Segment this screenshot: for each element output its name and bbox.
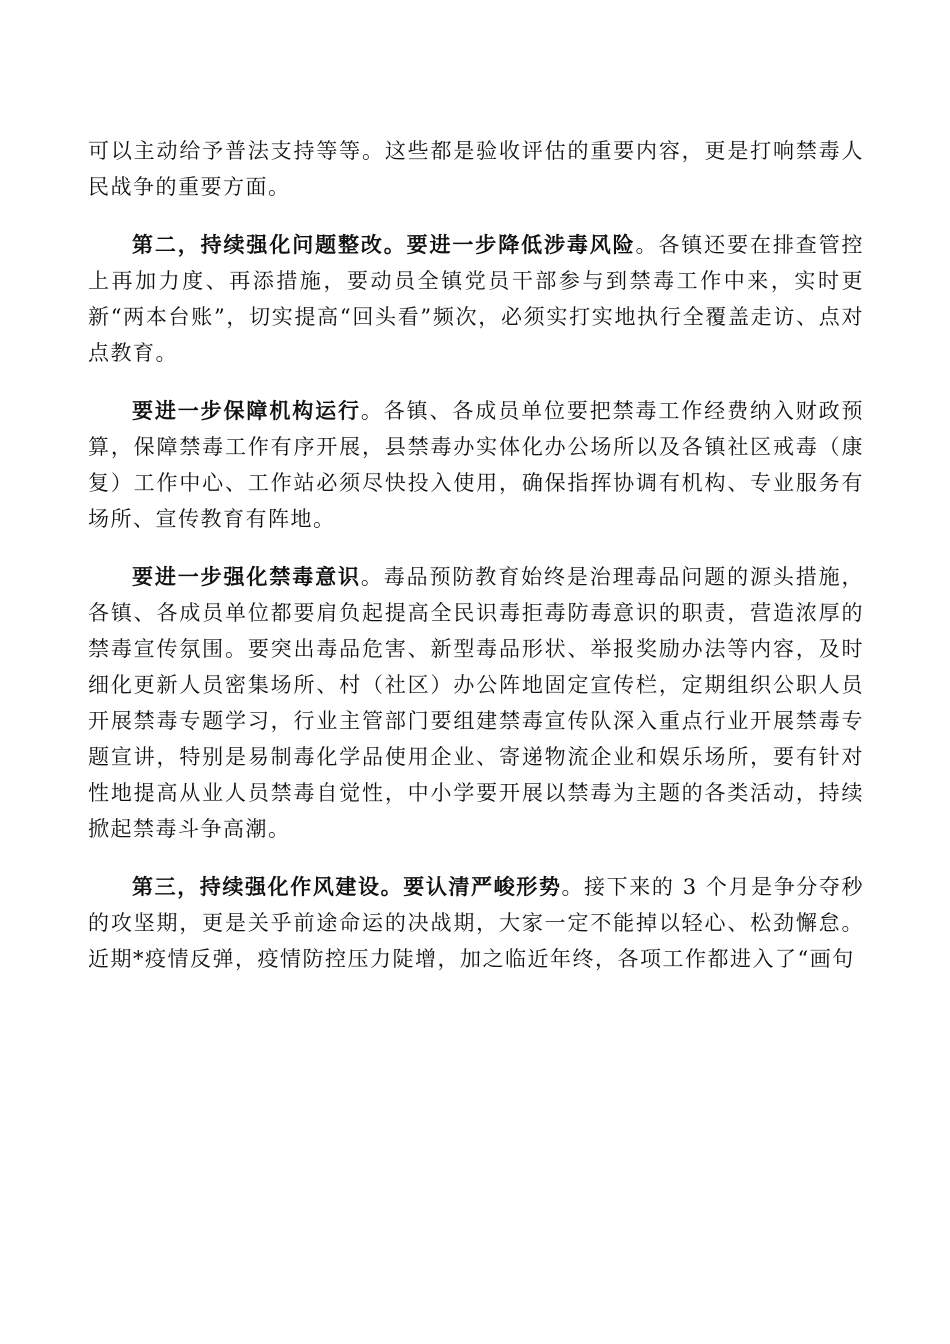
paragraph-4 [88, 559, 864, 847]
paragraph-2-heading: 第二，持续强化问题整改。要进一步降低涉毒风险 [132, 232, 636, 257]
paragraph-2-text: 。各镇还要在排查管控上再加力度、再添措施，要动员全镇党员干部参与到禁毒工作中来，实时更新“两本台账”，切实提高“回头看”频次，必须实打实地执行全覆盖走访、点对点教育。 [88, 233, 864, 365]
paragraph-3-text: 。各镇、各成员单位要把禁毒工作经费纳入财政预算，保障禁毒工作有序开展，县禁毒办实体化办公场所以及各镇社区戒毒（康复）工作中心、工作站必须尽快投入使用，确保指挥协调有机构、专业服务有场所、宣传教育有阵地。 [88, 399, 865, 531]
paragraph-1 [88, 133, 864, 205]
paragraph-1-text: 可以主动给予普法支持等等。这些都是验收评估的重要内容，更是打响禁毒人民战争的重要方面。 [88, 139, 864, 199]
paragraph-3 [88, 393, 864, 537]
paragraph-2 [88, 227, 864, 371]
paragraph-5-heading: 第三，持续强化作风建设。要认清严峻形势 [132, 874, 562, 899]
paragraph-4-heading: 要进一步强化禁毒意识 [132, 564, 361, 589]
paragraph-4-text: 。毒品预防教育始终是治理毒品问题的源头措施，各镇、各成员单位都要肩负起提高全民识毒拒毒防毒意识的职责，营造浓厚的禁毒宣传氛围。要突出毒品危害、新型毒品形状、举报奖励办法等内容，及时细化更新人员密集场所、村（社区）办公阵地固定宣传栏，定期组织公职人员开展禁毒专题学习，行业主管部门要组建禁毒宣传队深入重点行业开展禁毒专题宣讲，特别是易制毒化学品使用企业、寄递物流企业和娱乐场所，要有针对性地提高从业人员禁毒自觉性，中小学要开展以禁毒为主题的各类活动，持续掀起禁毒斗争高潮。 [88, 565, 865, 841]
paragraph-5 [88, 869, 864, 977]
paragraph-5-text: 。接下来的 3 个月是争分夺秒的攻坚期，更是关乎前途命运的决战期，大家一定不能掉以轻心、松劲懈怠。近期*疫情反弹，疫情防控压力陡增，加之临近年终，各项工作都进入了“画句 [88, 875, 864, 971]
paragraph-3-heading: 要进一步保障机构运行 [132, 398, 361, 423]
document-page [88, 133, 864, 977]
